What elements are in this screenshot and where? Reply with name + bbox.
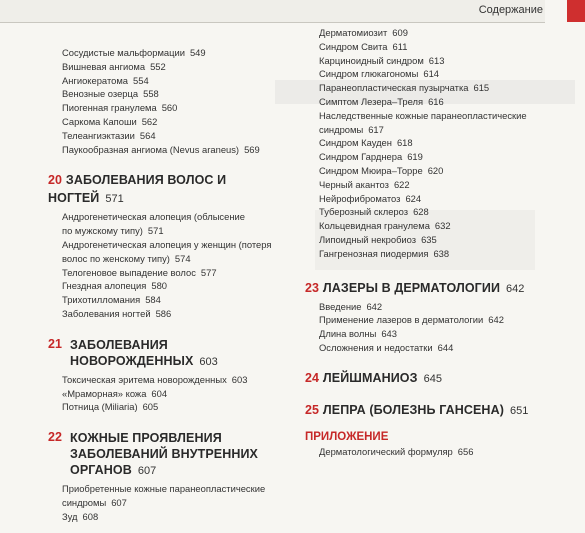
toc-entry[interactable]: Кольцевидная гранулема 632 [319,220,451,232]
toc-entry[interactable]: Применение лазеров в дерматологии 642 [319,314,504,326]
chapter-page: 571 [105,193,124,206]
chapter-number: 22 [48,430,62,445]
toc-left-column [48,46,303,524]
toc-entry[interactable]: Синдром Мюира–Торре 620 [319,164,444,176]
toc-right-column [305,26,545,459]
toc-entry[interactable]: Дерматологический формуляр 656 [319,445,474,457]
chapter-number: 23 [305,280,319,295]
toc-entry[interactable]: Паукообразная ангиома (Nevus araneus) 569 [62,143,260,155]
toc-entry[interactable]: Зуд 608 [62,510,99,522]
chapter-number: 25 [305,402,319,417]
chapter-21-heading[interactable] [48,337,303,370]
chapter-number: 20 [48,173,62,188]
toc-entry[interactable]: Липоидный некробиоз 635 [319,233,437,245]
chapter-title-line2: НОВОРОЖДЕННЫХ [70,353,194,368]
toc-entry[interactable]: Гангренозная пиодермия 638 [319,247,450,259]
chapter-title-line2: ЗАБОЛЕВАНИЙ ВНУТРЕННИХ [70,447,258,462]
chapter-22-heading[interactable] [48,430,303,479]
toc-entry[interactable]: Синдром Свита 611 [319,40,408,52]
toc-entry[interactable]: Синдром Кауден 618 [319,137,413,149]
toc-entry[interactable]: Ангиокератома 554 [62,74,149,86]
toc-entry[interactable]: «Мраморная» кожа 604 [62,387,168,399]
chapter-24-heading[interactable] [305,369,545,387]
right-top-list [305,26,545,261]
chapter-page: 607 [137,465,157,478]
toc-entry[interactable]: Введение 642 [319,300,383,312]
toc-entry[interactable]: Симптом Лезера–Треля 616 [319,95,444,107]
chapter-page: 642 [506,282,525,295]
page-header [0,0,585,22]
chapter-number: 24 [305,370,319,385]
chapter-title: ЛЕЙШМАНИОЗ [322,370,418,385]
left-top-list [48,46,303,156]
chapter-title-line1: КОЖНЫЕ ПРОЯВЛЕНИЯ [70,431,222,446]
chapter-page: 603 [199,355,218,368]
toc-entry[interactable]: Длина волны 643 [319,328,397,340]
header-accent-tab [567,0,585,22]
chapter-title: ЗАБОЛЕВАНИЯ ВОЛОС И НОГТЕЙ [48,173,227,206]
toc-entry[interactable]: Заболевания ногтей 586 [62,307,172,319]
chapter-title: ЛЕПРА (БОЛЕЗНЬ ГАНСЕНА) [322,402,504,417]
chapter-title: ЛАЗЕРЫ В ДЕРМАТОЛОГИИ [322,280,501,295]
chapter-23-heading[interactable] [305,279,545,297]
toc-entry[interactable]: Андрогенетическая алопеция у женщин (потеря волос по женскому типу) 574 [62,238,272,264]
toc-entry[interactable]: Потница (Miliaria) 605 [62,401,159,413]
toc-entry[interactable]: Сосудистые мальформации 549 [62,47,206,58]
toc-entry[interactable]: Нейрофиброматоз 624 [319,192,422,204]
toc-entry[interactable]: Андрогенетическая алопеция (облысение по мужскому типу) 571 [62,211,245,237]
chapter-page: 645 [423,372,442,385]
toc-entry[interactable]: Пиогенная гранулема 560 [62,102,178,114]
toc-entry[interactable]: Дерматомиозит 609 [319,27,408,38]
toc-entry[interactable]: Гнездная алопеция 580 [62,280,168,292]
toc-entry[interactable]: Синдром Гарднера 619 [319,151,423,163]
toc-entry[interactable]: Телогеновое выпадение волос 577 [62,266,217,278]
chapter-title-line1: ЗАБОЛЕВАНИЯ [70,337,168,352]
chapter-20-heading[interactable] [48,171,303,207]
toc-entry[interactable]: Паранеопластическая пузырчатка 615 [319,82,490,94]
toc-entry[interactable]: Синдром глюкагономы 614 [319,68,440,80]
chapter-title-line3: ОРГАНОВ [70,463,132,478]
chapter-page: 651 [509,404,529,417]
toc-entry[interactable]: Карциноидный синдром 613 [319,54,445,66]
toc-entry[interactable]: Телеангиэктазии 564 [62,129,156,141]
toc-entry[interactable]: Приобретенные кожные паранеопластические синдромы 607 [62,483,266,508]
toc-entry[interactable]: Саркома Капоши 562 [62,115,158,127]
toc-entry[interactable]: Наследственные кожные паранеопластические синдромы 617 [319,109,527,135]
toc-entry[interactable]: Венозные озерца 558 [62,88,159,100]
toc-entry[interactable]: Осложнения и недостатки 644 [319,341,454,353]
toc-entry[interactable]: Черный акантоз 622 [319,178,410,190]
chapter-number: 21 [48,336,62,351]
toc-entry[interactable]: Трихотилломания 584 [62,294,161,306]
chapter-25-heading[interactable] [305,401,545,419]
header-title: Содержание [478,4,543,16]
toc-entry[interactable]: Токсическая эритема новорожденных 603 [62,373,248,385]
appendix-heading[interactable]: ПРИЛОЖЕНИЕ [305,430,389,443]
toc-entry[interactable]: Вишневая ангиома 552 [62,60,166,72]
toc-entry[interactable]: Туберозный склероз 628 [319,206,429,218]
header-bar [0,0,545,23]
